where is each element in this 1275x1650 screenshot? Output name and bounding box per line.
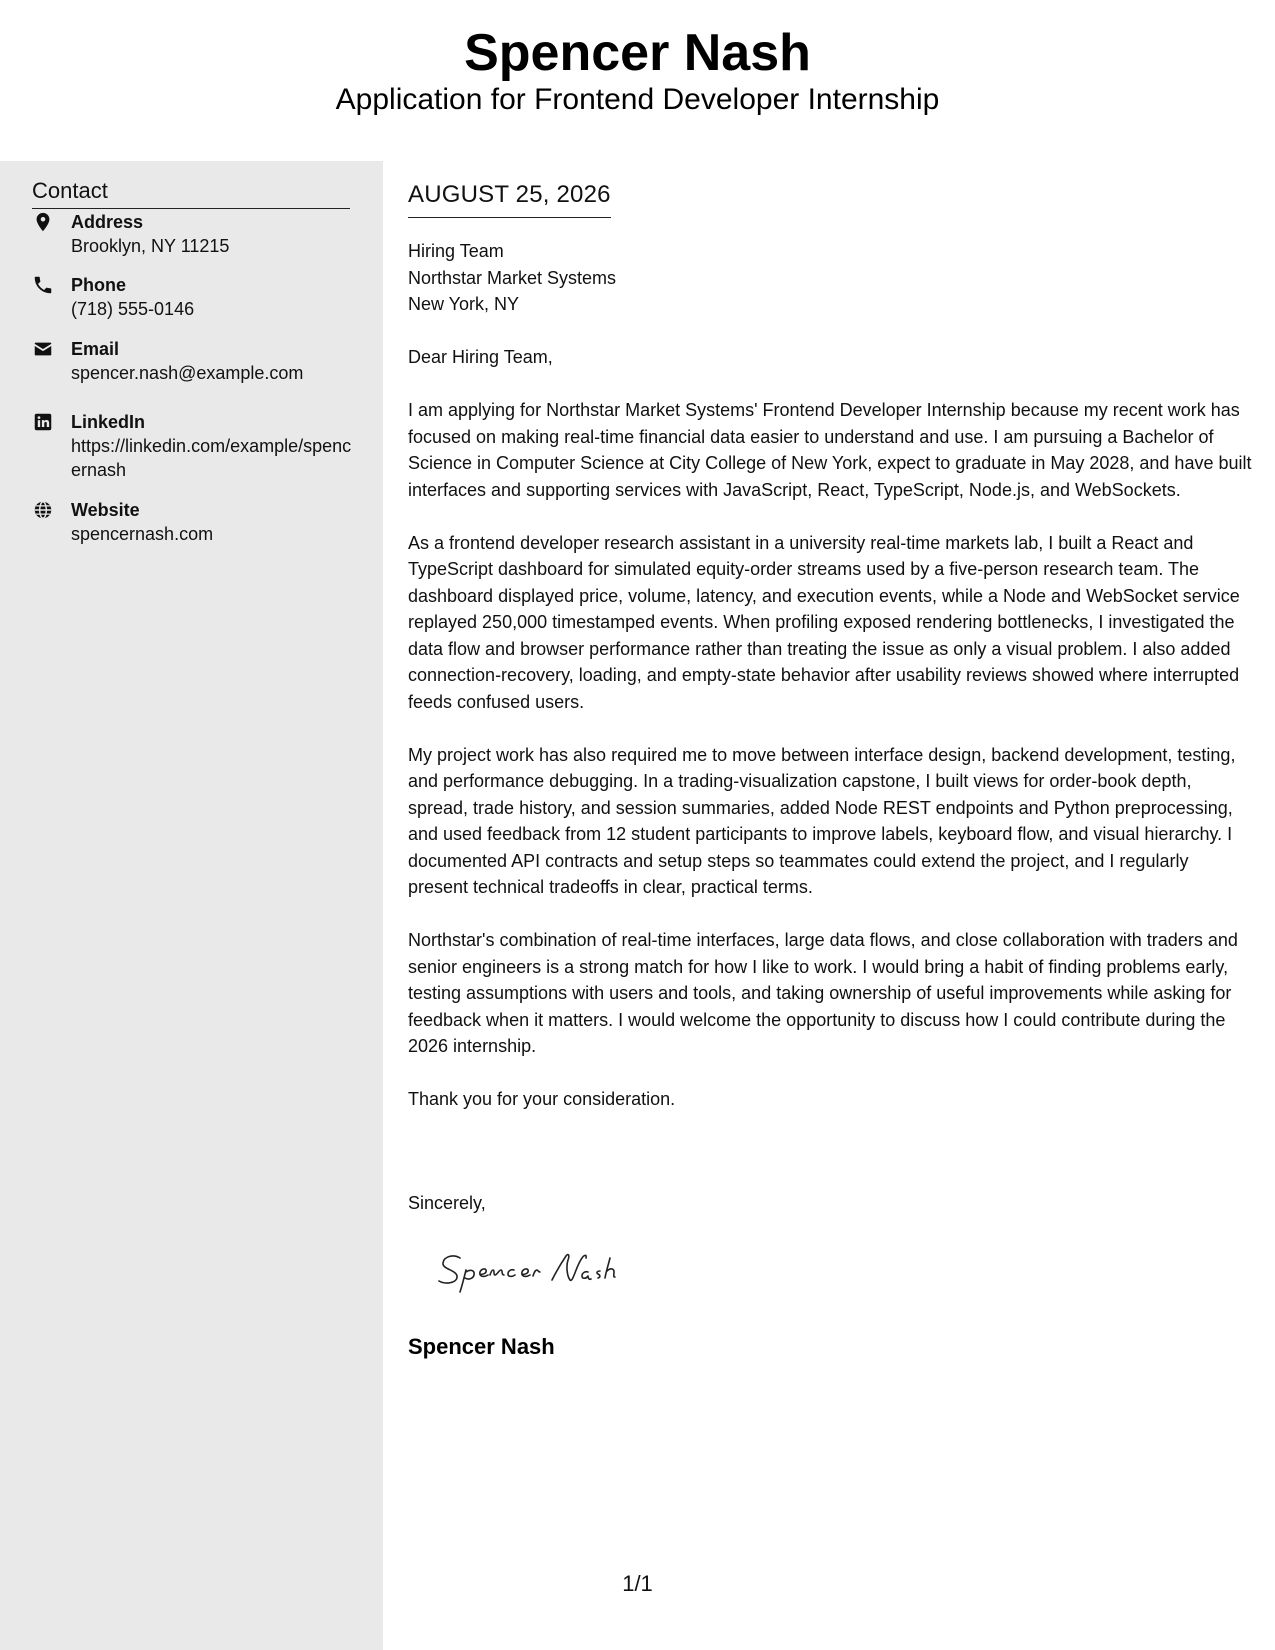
phone-icon <box>32 274 54 296</box>
body-paragraph: Northstar's combination of real-time interfaces, large data flows, and close collaboration with traders and senior engineers is a strong match for how I like to work. I would bring a habit of finding problems early, testing assumptions with users and tools, and taking ownership of useful improvements while asking for feedback when it matters. I would welcome the opportunity to discuss how I could contribute during the 2026 internship. <box>408 930 1238 1056</box>
contact-value-address: Brooklyn, NY 11215 <box>71 236 230 256</box>
linkedin-icon <box>32 411 54 433</box>
contact-label-phone: Phone <box>71 275 127 295</box>
signed-name: Spencer Nash <box>408 1334 555 1359</box>
envelope-icon <box>32 338 54 360</box>
contact-label-linkedin: LinkedIn <box>71 412 146 432</box>
recipient-line: Hiring Team <box>408 241 504 261</box>
map-pin-icon <box>32 211 54 233</box>
contact-value-phone: (718) 555-0146 <box>71 299 195 319</box>
salutation: Dear Hiring Team, <box>408 347 553 367</box>
contact-label-address: Address <box>71 212 144 232</box>
contact-label-email: Email <box>71 339 120 359</box>
letter-body <box>408 344 1253 1139</box>
thanks-line: Thank you for your consideration. <box>408 1089 676 1109</box>
page-number: 1/1 <box>622 1571 653 1596</box>
recipient-line: New York, NY <box>408 294 520 314</box>
contact-heading: Contact <box>32 178 350 209</box>
globe-icon <box>32 499 54 521</box>
body-paragraph: As a frontend developer research assistant in a university real-time markets lab, I built a React and TypeScript dashboard for simulated equity-order streams used by a five-person research team. The dashboard displayed price, volume, latency, and execution events, while a Node and WebSocket service replayed 250,000 timestamped events. When profiling exposed rendering bottlenecks, I investigated the data flow and browser performance rather than treating the issue as only a visual problem. I also added connection-recovery, loading, and empty-state behavior after usability reviews showed where interrupted feeds confused users. <box>408 532 1240 712</box>
applicant-name: Spencer Nash <box>464 24 811 82</box>
closing: Sincerely, <box>408 1193 486 1213</box>
handwritten-signature <box>430 1240 650 1300</box>
body-paragraph: I am applying for Northstar Market Systems' Frontend Developer Internship because my recent work has focused on making real-time financial data easier to understand and use. I am pursuing a Bachelor of Science in Computer Science at City College of New York, expect to graduate in May 2028, and have built interfaces and supporting services with JavaScript, React, TypeScript, Node.js, and WebSockets. <box>408 400 1252 500</box>
body-paragraph: My project work has also required me to move between interface design, backend development, testing, and performance debugging. In a trading-visualization capstone, I built views for order-book depth, spread, trade history, and session summaries, added Node REST endpoints and Python preprocessing, and used feedback from 12 student participants to improve labels, keyboard flow, and visual hierarchy. I documented API contracts and setup steps so teammates could extend the project, and I regularly present technical tradeoffs in clear, practical terms. <box>408 744 1236 897</box>
recipient-line: Northstar Market Systems <box>408 267 617 288</box>
contact-value-email[interactable]: spencer.nash@example.com <box>71 363 304 383</box>
contact-value-linkedin[interactable]: https://linkedin.com/example/spencernash <box>71 436 352 480</box>
page-header <box>0 0 1275 161</box>
letter-date: AUGUST 25, 2026 <box>408 180 611 218</box>
application-subtitle: Application for Frontend Developer Internship <box>335 83 940 116</box>
contact-label-website: Website <box>71 500 140 520</box>
contact-value-website[interactable]: spencernash.com <box>71 524 214 544</box>
recipient-block <box>408 238 616 318</box>
